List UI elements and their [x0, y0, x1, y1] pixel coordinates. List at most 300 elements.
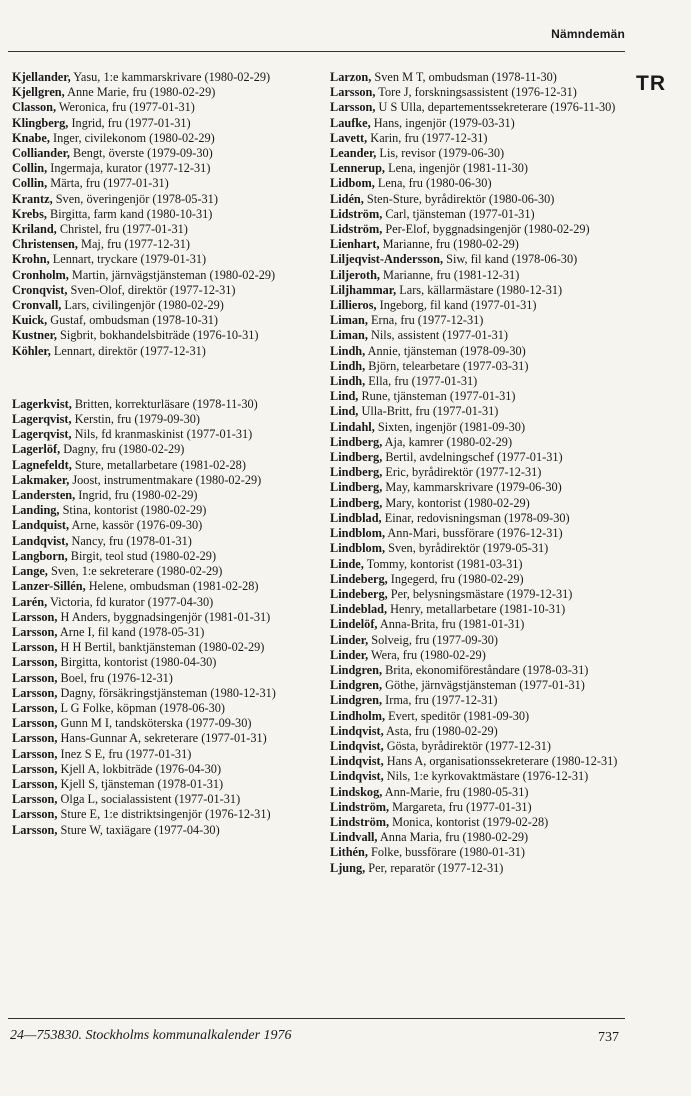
entry-surname: Liljeroth, — [330, 267, 380, 282]
entry-details: Nils, 1:e kyrkovaktmästare (1976-12-31) — [383, 769, 589, 784]
directory-entry — [12, 579, 309, 594]
directory-entry — [12, 610, 309, 625]
entry-surname: Lange, — [12, 564, 48, 579]
entry-surname: Larsson, — [12, 624, 58, 639]
directory-entry — [330, 572, 625, 587]
left-column-group-k — [12, 70, 309, 359]
entry-surname: Lindberg, — [330, 495, 383, 510]
entry-surname: Colliander, — [12, 146, 70, 161]
entry-surname: Kjellgren, — [12, 85, 65, 100]
entry-details: Ann-Marie, fru (1980-05-31) — [382, 784, 529, 799]
entry-surname: Klingberg, — [12, 115, 69, 130]
entry-surname: Linder, — [330, 632, 369, 647]
entry-surname: Lindahl, — [330, 419, 375, 434]
directory-entry — [330, 511, 625, 526]
entry-surname: Lindelöf, — [330, 617, 378, 632]
header-rule — [8, 51, 625, 52]
directory-entry — [12, 268, 309, 283]
directory-entry — [12, 146, 309, 161]
entry-details: Eric, byrådirektör (1977-12-31) — [382, 465, 542, 480]
entry-details: Ann-Mari, bussförare (1976-12-31) — [385, 526, 563, 541]
entry-details: Helene, ombudsman (1981-02-28) — [85, 579, 259, 594]
entry-surname: Christensen, — [12, 237, 78, 252]
entry-surname: Lindskog, — [330, 784, 383, 799]
entry-details: Lars, källarmästare (1980-12-31) — [396, 282, 563, 297]
entry-details: Sture E, 1:e distriktsingenjör (1976-12-31) — [57, 807, 271, 822]
entry-surname: Ljung, — [330, 860, 366, 875]
directory-entry — [12, 488, 309, 503]
entry-details: Tommy, kontorist (1981-03-31) — [363, 556, 523, 571]
entry-details: Lennart, tryckare (1979-01-31) — [49, 252, 207, 267]
directory-entry — [330, 404, 625, 419]
directory-entry — [330, 587, 625, 602]
entry-surname: Kuick, — [12, 313, 48, 328]
entry-details: H H Bertil, banktjänsteman (1980-02-29) — [57, 640, 265, 655]
directory-entry — [12, 473, 309, 488]
directory-entry — [330, 693, 625, 708]
entry-surname: Landqvist, — [12, 533, 69, 548]
entry-details: Nils, fd kranmaskinist (1977-01-31) — [71, 427, 253, 442]
directory-entry — [12, 237, 309, 252]
directory-entry — [12, 442, 309, 457]
entry-details: Ingrid, fru (1977-01-31) — [68, 115, 191, 130]
directory-entry — [330, 389, 625, 404]
entry-details: Lis, revisor (1979-06-30) — [376, 146, 505, 161]
directory-entry — [12, 747, 309, 762]
entry-surname: Knabe, — [12, 130, 50, 145]
directory-entry — [330, 237, 625, 252]
directory-entry — [12, 116, 309, 131]
entry-surname: Larsson, — [12, 731, 58, 746]
directory-entry — [330, 328, 625, 343]
directory-entry — [12, 762, 309, 777]
entry-surname: Larsson, — [330, 100, 376, 115]
entry-details: Ulla-Britt, fru (1977-01-31) — [358, 404, 499, 419]
entry-surname: Cronholm, — [12, 267, 69, 282]
entry-details: Sven-Olof, direktör (1977-12-31) — [67, 282, 236, 297]
entry-surname: Classon, — [12, 100, 57, 115]
directory-entry — [12, 397, 309, 412]
directory-entry — [330, 526, 625, 541]
directory-entry — [12, 100, 309, 115]
directory-entry — [330, 420, 625, 435]
directory-entry — [12, 731, 309, 746]
entry-surname: Lagnefeldt, — [12, 457, 72, 472]
directory-entry — [12, 549, 309, 564]
entry-surname: Krantz, — [12, 191, 53, 206]
entry-details: Arne I, fil kand (1978-05-31) — [57, 624, 205, 639]
entry-surname: Larsson, — [12, 822, 58, 837]
directory-entry — [330, 70, 625, 85]
directory-entry — [330, 313, 625, 328]
entry-surname: Larsson, — [12, 761, 58, 776]
directory-entry — [330, 131, 625, 146]
entry-details: H Anders, byggnadsingenjör (1981-01-31) — [57, 609, 271, 624]
entry-details: Märta, fru (1977-01-31) — [47, 176, 169, 191]
entry-surname: Lidbom, — [330, 176, 375, 191]
right-column — [330, 70, 625, 876]
entry-surname: Collin, — [12, 176, 48, 191]
entry-surname: Lagerlöf, — [12, 442, 61, 457]
entry-surname: Larsson, — [12, 807, 58, 822]
entry-surname: Larsson, — [12, 716, 58, 731]
entry-surname: Lavett, — [330, 130, 368, 145]
footer-source: 24—753830. Stockholms kommunalkalender 1976 — [10, 1028, 292, 1043]
directory-entry — [330, 450, 625, 465]
entry-surname: Lindh, — [330, 358, 366, 373]
directory-entry — [12, 458, 309, 473]
entry-details: Martin, järnvägstjänsteman (1980-02-29) — [68, 267, 276, 282]
directory-entry — [12, 807, 309, 822]
entry-details: Hans, ingenjör (1979-03-31) — [370, 115, 515, 130]
section-title: Nämndemän — [551, 27, 625, 41]
entry-surname: Larsson, — [12, 655, 58, 670]
entry-surname: Lagerqvist, — [12, 412, 72, 427]
entry-surname: Lidström, — [330, 206, 383, 221]
entry-surname: Larzon, — [330, 70, 372, 84]
entry-surname: Lindh, — [330, 374, 366, 389]
directory-entry — [12, 176, 309, 191]
entry-surname: Landing, — [12, 503, 60, 518]
directory-entry — [330, 344, 625, 359]
entry-details: Olga L, socialassistent (1977-01-31) — [57, 792, 241, 807]
directory-entry — [12, 671, 309, 686]
entry-surname: Lidén, — [330, 191, 364, 206]
directory-entry — [12, 427, 309, 442]
entry-details: Weronica, fru (1977-01-31) — [56, 100, 195, 115]
entry-surname: Cronqvist, — [12, 282, 68, 297]
directory-entry — [12, 283, 309, 298]
entry-surname: Cronvall, — [12, 298, 62, 313]
directory-entry — [330, 435, 625, 450]
entry-details: Folke, bussförare (1980-01-31) — [367, 845, 526, 860]
directory-entry — [330, 161, 625, 176]
entry-details: Rune, tjänsteman (1977-01-31) — [358, 389, 516, 404]
entry-details: Bengt, överste (1979-09-30) — [69, 146, 213, 161]
directory-entry — [12, 192, 309, 207]
entry-details: Anne Marie, fru (1980-02-29) — [64, 85, 216, 100]
entry-surname: Lindberg, — [330, 450, 383, 465]
directory-entry — [330, 541, 625, 556]
entry-details: Mary, kontorist (1980-02-29) — [382, 495, 530, 510]
entry-surname: Larsson, — [12, 670, 58, 685]
entry-details: Sten-Sture, byrådirektör (1980-06-30) — [363, 191, 555, 206]
directory-entry — [330, 830, 625, 845]
directory-entry — [330, 754, 625, 769]
directory-entry — [12, 252, 309, 267]
entry-details: Henry, metallarbetare (1981-10-31) — [387, 602, 566, 617]
entry-surname: Köhler, — [12, 343, 51, 358]
directory-entry — [12, 503, 309, 518]
entry-surname: Linde, — [330, 556, 364, 571]
entry-details: Göthe, järnvägstjänsteman (1977-01-31) — [382, 678, 585, 693]
entry-surname: Larsson, — [12, 792, 58, 807]
entry-details: Dagny, fru (1980-02-29) — [60, 442, 185, 457]
entry-surname: Lidström, — [330, 222, 383, 237]
entry-details: Hans A, organisationssekreterare (1980-12-31) — [383, 754, 618, 769]
entry-surname: Lindqvist, — [330, 754, 384, 769]
directory-entry — [12, 344, 309, 359]
entry-details: Gustaf, ombudsman (1978-10-31) — [47, 313, 218, 328]
entry-details: Tore J, forskningsassistent (1976-12-31) — [375, 85, 577, 100]
entry-surname: Larsson, — [12, 609, 58, 624]
entry-surname: Laufke, — [330, 115, 371, 130]
entry-details: Sven, 1:e sekreterare (1980-02-29) — [47, 564, 223, 579]
entry-details: Boel, fru (1976-12-31) — [57, 670, 173, 685]
entry-details: Gunn M I, tandsköterska (1977-09-30) — [57, 716, 252, 731]
directory-entry — [330, 845, 625, 860]
entry-details: Ingrid, fru (1980-02-29) — [75, 488, 198, 503]
entry-surname: Lindberg, — [330, 465, 383, 480]
directory-entry — [12, 298, 309, 313]
directory-entry — [330, 617, 625, 632]
directory-entry — [330, 85, 625, 100]
entry-surname: Lithén, — [330, 845, 368, 860]
entry-surname: Kriland, — [12, 222, 57, 237]
entry-details: Birgit, teol stud (1980-02-29) — [67, 548, 217, 563]
directory-entry — [330, 222, 625, 237]
directory-entry — [330, 815, 625, 830]
entry-details: Bertil, avdelningschef (1977-01-31) — [382, 450, 563, 465]
entry-surname: Lindberg, — [330, 434, 383, 449]
entry-details: Siw, fil kand (1978-06-30) — [443, 252, 578, 267]
entry-surname: Lindgren, — [330, 678, 383, 693]
entry-surname: Lillieros, — [330, 298, 377, 313]
left-column-group-l — [12, 397, 309, 838]
entry-details: Lena, fru (1980-06-30) — [374, 176, 492, 191]
entry-details: Evert, speditör (1981-09-30) — [385, 708, 530, 723]
entry-details: Ella, fru (1977-01-31) — [365, 374, 478, 389]
entry-details: Kjell S, tjänsteman (1978-01-31) — [57, 776, 224, 791]
entry-surname: Lagerkvist, — [12, 396, 72, 411]
entry-details: Wera, fru (1980-02-29) — [368, 647, 486, 662]
directory-entry — [12, 625, 309, 640]
entry-details: Christel, fru (1977-01-31) — [56, 222, 188, 237]
entry-details: Aja, kamrer (1980-02-29) — [382, 434, 513, 449]
entry-details: Sven M T, ombudsman (1978-11-30) — [371, 70, 557, 84]
entry-details: Lennart, direktör (1977-12-31) — [50, 343, 206, 358]
directory-entry — [12, 85, 309, 100]
entry-details: Sven, byrådirektör (1979-05-31) — [385, 541, 549, 556]
directory-entry — [330, 663, 625, 678]
entry-details: Annie, tjänsteman (1978-09-30) — [365, 343, 526, 358]
entry-details: Victoria, fd kurator (1977-04-30) — [47, 594, 214, 609]
entry-surname: Krebs, — [12, 206, 47, 221]
directory-entry — [330, 374, 625, 389]
directory-entry — [12, 823, 309, 838]
entry-surname: Lindblom, — [330, 541, 386, 556]
directory-entry — [12, 655, 309, 670]
entry-surname: Lindqvist, — [330, 738, 384, 753]
entry-surname: Lindqvist, — [330, 769, 384, 784]
directory-entry — [330, 769, 625, 784]
entry-surname: Lanzer-Sillén, — [12, 579, 86, 594]
directory-entry — [12, 534, 309, 549]
entry-details: Lars, civilingenjör (1980-02-29) — [61, 298, 224, 313]
entry-details: Joost, instrumentmakare (1980-02-29) — [69, 472, 262, 487]
directory-entry — [12, 701, 309, 716]
entry-details: Asta, fru (1980-02-29) — [383, 723, 498, 738]
directory-entry — [12, 518, 309, 533]
entry-surname: Larsson, — [12, 746, 58, 761]
entry-details: Arne, kassör (1976-09-30) — [69, 518, 203, 533]
entry-details: Birgitta, farm kand (1980-10-31) — [46, 206, 213, 221]
directory-entry — [330, 602, 625, 617]
footer-rule — [8, 1018, 625, 1019]
entry-surname: Lindgren, — [330, 693, 383, 708]
entry-details: Marianne, fru (1981-12-31) — [379, 267, 520, 282]
entry-details: Einar, redovisningsman (1978-09-30) — [381, 510, 570, 525]
directory-entry — [12, 313, 309, 328]
entry-details: Sven, överingenjör (1978-05-31) — [52, 191, 218, 206]
entry-details: U S Ulla, departementssekreterare (1976-11-30) — [375, 100, 616, 115]
entry-details: L G Folke, köpman (1978-06-30) — [57, 700, 226, 715]
entry-surname: Lienhart, — [330, 237, 380, 252]
left-column — [12, 70, 309, 838]
entry-surname: Lindeberg, — [330, 586, 388, 601]
directory-entry — [12, 716, 309, 731]
entry-details: Brita, ekonomiföreståndare (1978-03-31) — [382, 662, 589, 677]
entry-details: Maj, fru (1977-12-31) — [77, 237, 190, 252]
entry-details: Margareta, fru (1977-01-31) — [389, 799, 532, 814]
directory-entry — [12, 70, 309, 85]
directory-entry — [330, 192, 625, 207]
entry-details: Dagny, försäkringstjänsteman (1980-12-31) — [57, 685, 276, 700]
directory-entry — [330, 176, 625, 191]
directory-entry — [330, 785, 625, 800]
entry-details: Erna, fru (1977-12-31) — [367, 313, 484, 328]
entry-surname: Larsson, — [12, 685, 58, 700]
entry-details: Britten, korrekturläsare (1978-11-30) — [71, 396, 258, 411]
entry-surname: Lindström, — [330, 814, 390, 829]
entry-surname: Lindström, — [330, 799, 390, 814]
entry-details: Stina, kontorist (1980-02-29) — [59, 503, 207, 518]
directory-entry — [330, 100, 625, 115]
entry-details: Irma, fru (1977-12-31) — [382, 693, 498, 708]
directory-entry — [330, 557, 625, 572]
entry-details: Björn, telearbetare (1977-03-31) — [365, 358, 529, 373]
directory-entry — [330, 359, 625, 374]
entry-details: Sigbrit, bokhandelsbiträde (1976-10-31) — [56, 328, 259, 343]
entry-surname: Lindvall, — [330, 830, 378, 845]
directory-entry — [12, 564, 309, 579]
entry-surname: Landquist, — [12, 518, 70, 533]
entry-surname: Lennerup, — [330, 161, 386, 176]
entry-surname: Collin, — [12, 161, 48, 176]
entry-details: Kjell A, lokbiträde (1976-04-30) — [57, 761, 222, 776]
entry-details: Yasu, 1:e kammarskrivare (1980-02-29) — [70, 70, 271, 84]
entry-details: May, kammarskrivare (1979-06-30) — [382, 480, 562, 495]
directory-entry — [330, 724, 625, 739]
entry-surname: Krohn, — [12, 252, 50, 267]
directory-entry — [12, 640, 309, 655]
entry-details: Lena, ingenjör (1981-11-30) — [385, 161, 528, 176]
entry-surname: Langborn, — [12, 548, 68, 563]
entry-surname: Lindberg, — [330, 480, 383, 495]
directory-entry — [330, 633, 625, 648]
entry-details: Inez S E, fru (1977-01-31) — [57, 746, 192, 761]
directory-entry — [12, 222, 309, 237]
entry-details: Sture, metallarbetare (1981-02-28) — [71, 457, 246, 472]
entry-surname: Leander, — [330, 146, 377, 161]
directory-entry — [330, 480, 625, 495]
entry-details: Ingermaja, kurator (1977-12-31) — [47, 161, 211, 176]
entry-details: Gösta, byrådirektör (1977-12-31) — [383, 738, 551, 753]
entry-surname: Lagerqvist, — [12, 427, 72, 442]
entry-surname: Larsson, — [12, 640, 58, 655]
entry-surname: Lind, — [330, 389, 359, 404]
directory-entry — [330, 648, 625, 663]
directory-entry — [330, 268, 625, 283]
directory-entry — [330, 800, 625, 815]
index-tab-letters: TR — [636, 72, 666, 95]
entry-details: Carl, tjänsteman (1977-01-31) — [382, 206, 535, 221]
directory-entry — [330, 283, 625, 298]
directory-entry — [330, 207, 625, 222]
entry-surname: Lindqvist, — [330, 723, 384, 738]
directory-entry — [330, 298, 625, 313]
directory-entry — [12, 161, 309, 176]
entry-details: Sture W, taxiägare (1977-04-30) — [57, 822, 220, 837]
directory-entry — [330, 861, 625, 876]
entry-details: Marianne, fru (1980-02-29) — [379, 237, 519, 252]
directory-entry — [12, 131, 309, 146]
directory-entry — [330, 739, 625, 754]
entry-details: Per-Elof, byggnadsingenjör (1980-02-29) — [382, 222, 590, 237]
entry-surname: Lakmaker, — [12, 472, 70, 487]
entry-surname: Landersten, — [12, 488, 76, 503]
directory-entry — [330, 709, 625, 724]
directory-entry — [12, 412, 309, 427]
entry-surname: Lindeblad, — [330, 602, 388, 617]
entry-surname: Liljhammar, — [330, 282, 397, 297]
directory-entry — [330, 116, 625, 131]
entry-surname: Larsson, — [330, 85, 376, 100]
entry-surname: Linder, — [330, 647, 369, 662]
entry-surname: Kustner, — [12, 328, 57, 343]
entry-details: Ingeborg, fil kand (1977-01-31) — [376, 298, 537, 313]
entry-surname: Larsson, — [12, 700, 58, 715]
entry-details: Karin, fru (1977-12-31) — [367, 130, 488, 145]
entry-surname: Liljeqvist-Andersson, — [330, 252, 444, 267]
entry-details: Ingegerd, fru (1980-02-29) — [387, 571, 524, 586]
directory-entry — [12, 207, 309, 222]
entry-surname: Liman, — [330, 328, 368, 343]
entry-surname: Liman, — [330, 313, 368, 328]
entry-details: Solveig, fru (1977-09-30) — [368, 632, 498, 647]
entry-surname: Lind, — [330, 404, 359, 419]
directory-entry — [330, 465, 625, 480]
entry-surname: Lindblom, — [330, 526, 386, 541]
entry-details: Per, belysningsmästare (1979-12-31) — [387, 586, 573, 601]
entry-details: Nancy, fru (1978-01-31) — [68, 533, 192, 548]
group-gap — [12, 359, 309, 397]
directory-entry — [12, 777, 309, 792]
entry-surname: Lindblad, — [330, 510, 382, 525]
directory-entry — [330, 678, 625, 693]
entry-details: Anna Maria, fru (1980-02-29) — [377, 830, 529, 845]
page-number: 737 — [598, 1030, 619, 1045]
entry-surname: Larén, — [12, 594, 48, 609]
entry-surname: Lindeberg, — [330, 571, 388, 586]
entry-details: Kerstin, fru (1979-09-30) — [71, 412, 200, 427]
entry-surname: Larsson, — [12, 776, 58, 791]
entry-details: Inger, civilekonom (1980-02-29) — [49, 130, 215, 145]
entry-surname: Lindh, — [330, 343, 366, 358]
directory-entry — [12, 595, 309, 610]
entry-surname: Lindgren, — [330, 662, 383, 677]
directory-entry — [330, 146, 625, 161]
